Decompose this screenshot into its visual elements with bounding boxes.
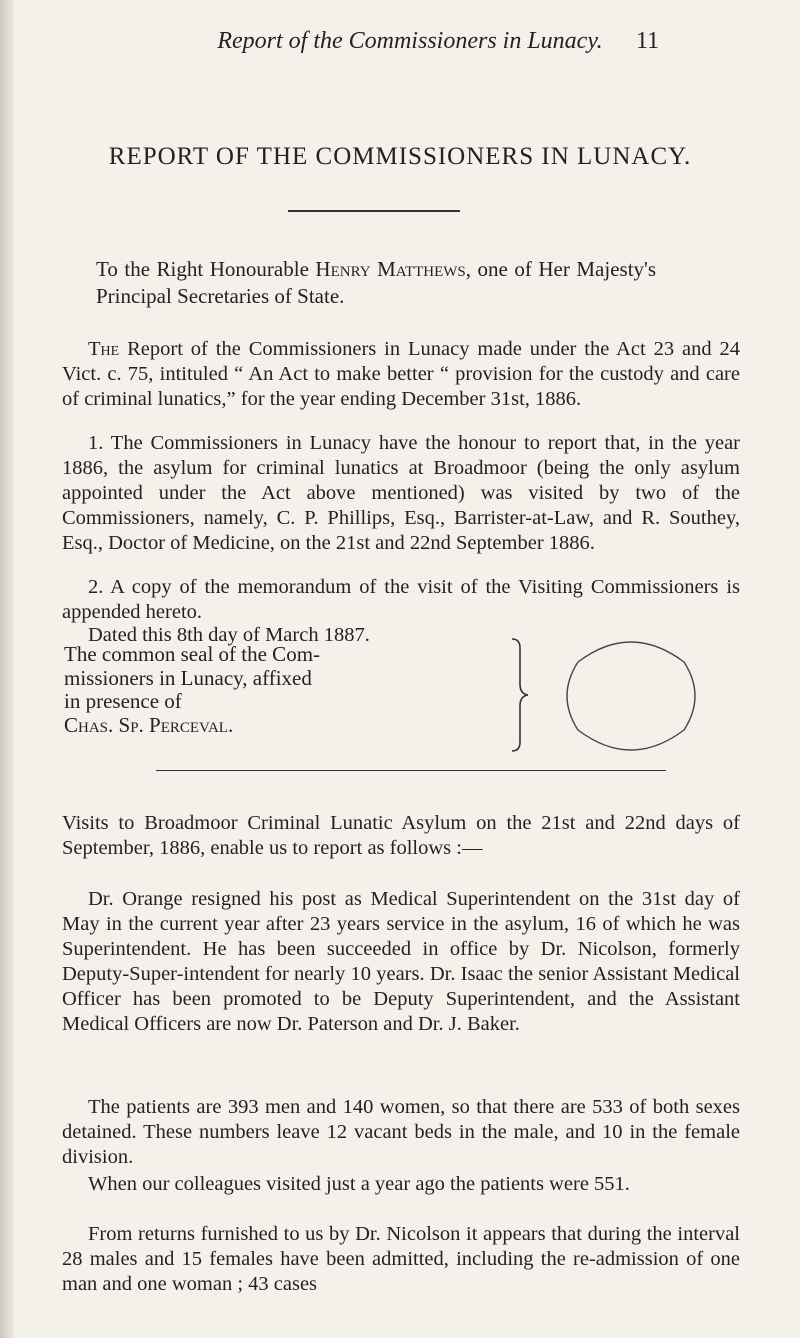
seal-line-2: missioners in Lunacy, affixed [64,665,312,690]
visits-paragraph-5: From returns furnished to us by Dr. Nicolson it appears that during the interval 28 males and 15 females have been admitted, including the re-admission of one man and one woman ; 43 cases [62,1223,740,1295]
visits-paragraph-3: The patients are 393 men and 140 women, so that there are 533 of both sexes detained. These numbers leave 12 vacant beds in the male, and 10 in the female division. [62,1096,740,1168]
intro-lead: The [88,338,120,360]
visits-paragraph-4: When our colleagues visited just a year ago the patients were 551. [88,1173,630,1195]
right-brace-icon [508,636,532,754]
visits-paragraph-2: Dr. Orange resigned his post as Medical Superintendent on the 31st day of May in the current year after 23 years service in the asylum, 16 of which he was Superintendent. He has been succeeded in office by Dr. Nicolson, formerly Deputy-Super-intendent for nearly 10 years. Dr. Isaac the senior Assistant Medical Officer has been promoted to be Deputy Superintendent, and the Assistant Medical Officers are now Dr. Paterson and Dr. J. Baker. [62,888,740,1035]
seal-attestation [64,643,484,737]
paragraph-1: 1. The Commissioners in Lunacy have the honour to report that, in the year 1886, the asylum for criminal lunatics at Broadmoor (being the only asylum appointed under the Act above mentioned) was visited by two of the Commissioners, namely, C. P. Phillips, Esq., Barrister-at-Law, and R. Southey, Esq., Doctor of Medicine, on the 21st and 22nd September 1886. [62,432,740,554]
address-suffix: , one of Her Majesty's Principal Secretaries of State. [96,257,656,308]
seal-line-1: The common seal of the Com- [64,642,321,666]
paragraph-2: 2. A copy of the memorandum of the visit of the Visiting Commissioners is appended hereto. [62,576,740,623]
addressee-name: Henry Matthews [315,257,466,281]
signatory: Chas. Sp. Perceval. [64,712,234,737]
address-paragraph [96,256,656,310]
dated-line: Dated this 8th day of March 1887. [88,624,370,646]
page-number: 11 [636,28,660,54]
running-title: Report of the Commissioners in Lunacy. [217,28,603,54]
seal-outline-icon [556,632,706,760]
report-title: REPORT OF THE COMMISSIONERS IN LUNACY. [108,143,692,170]
address-prefix: To the Right Honourable [96,257,316,281]
intro-paragraph [62,337,740,412]
seal-line-3: in presence of [64,689,182,713]
section-rule [156,770,666,771]
visits-paragraph-1: Visits to Broadmoor Criminal Lunatic Asylum on the 21st and 22nd days of September, 1886, enable us to report as follows :— [62,812,740,859]
intro-text: Report of the Commissioners in Lunacy made under the Act 23 and 24 Vict. c. 75, intituled “ An Act to make better “ provision for the custody and care of criminal lunatics,” for the year ending December 31st, 1886. [62,338,740,410]
title-rule [288,210,460,212]
